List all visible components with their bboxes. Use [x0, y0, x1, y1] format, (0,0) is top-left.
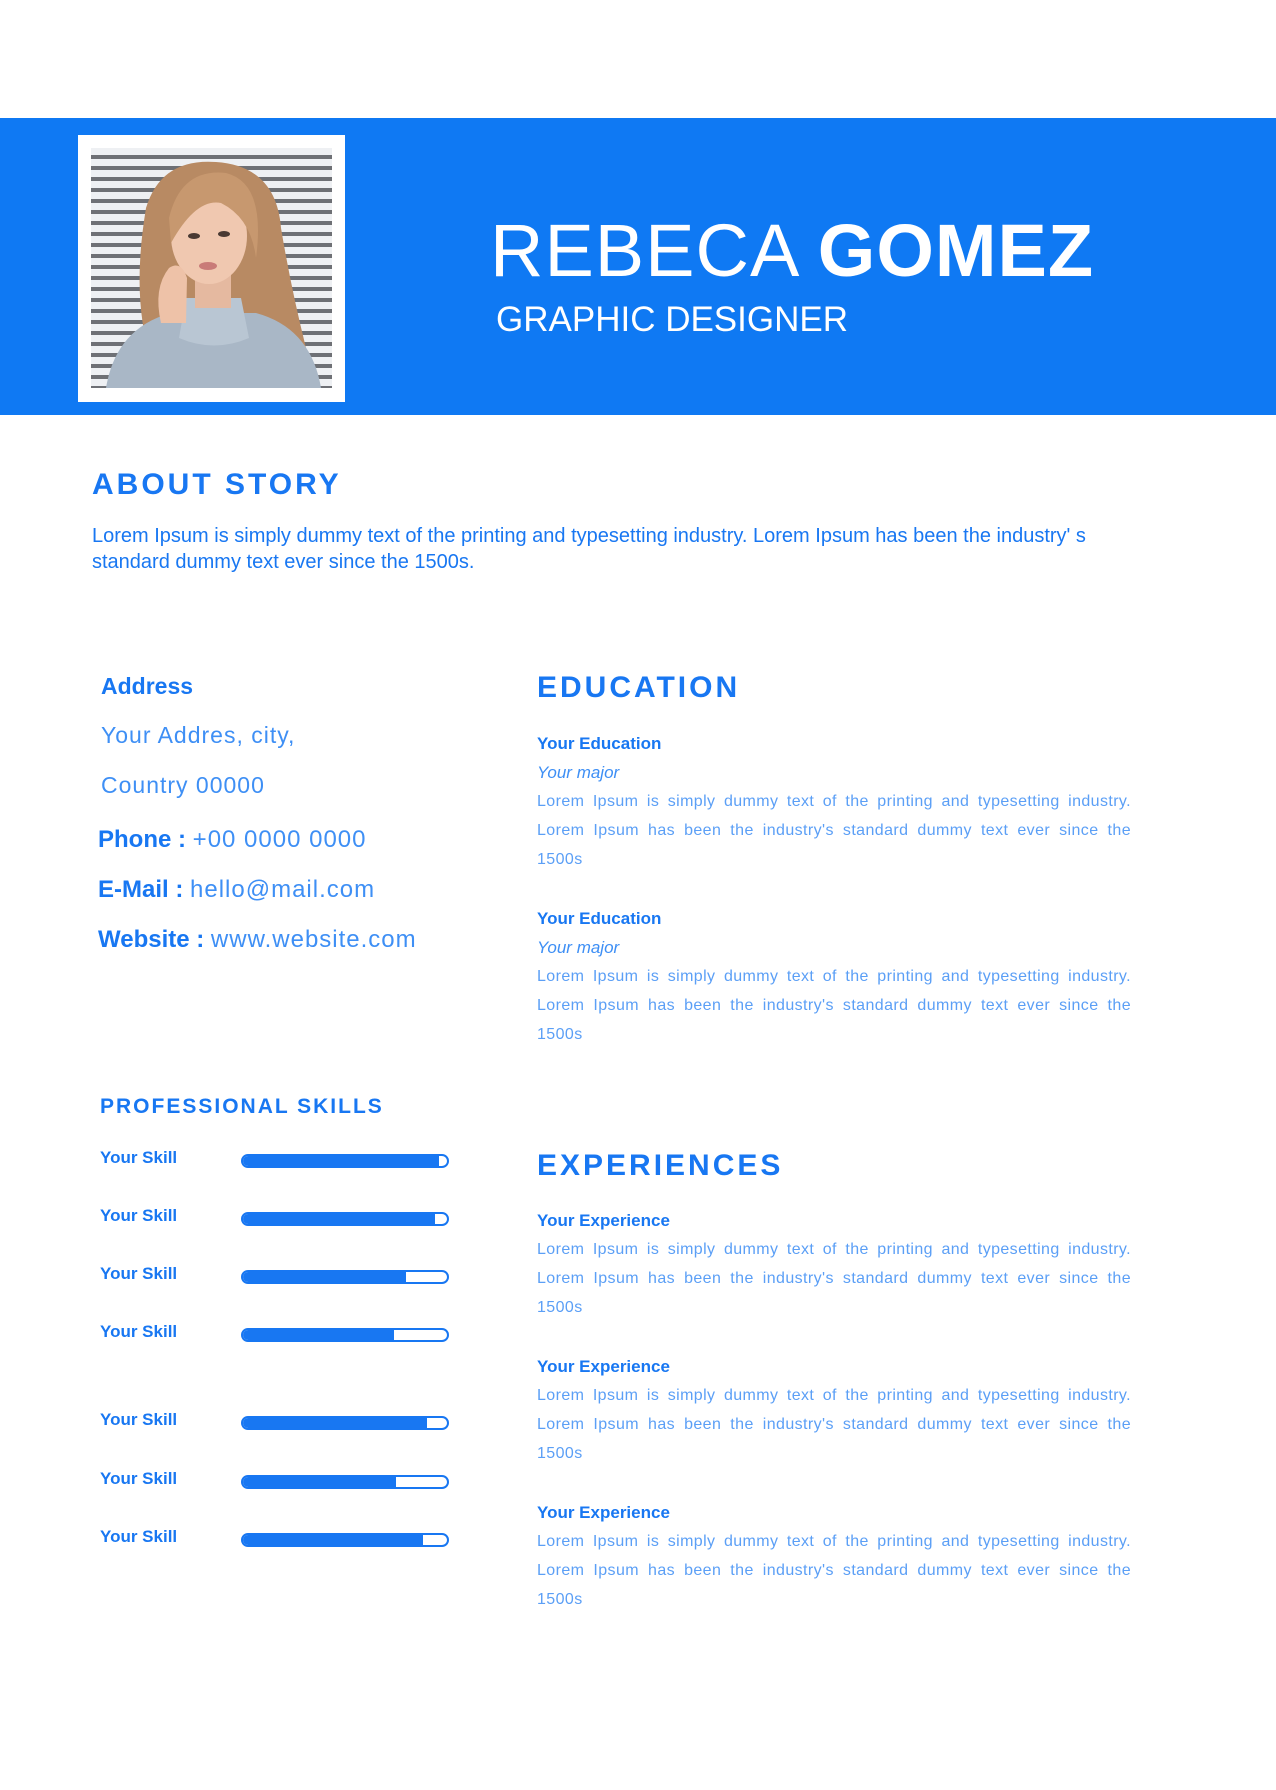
education-title: EDUCATION	[537, 671, 741, 704]
website-label: Website :	[98, 926, 205, 953]
job-title: GRAPHIC DESIGNER	[496, 300, 848, 339]
experience-title-text: Your Experience	[537, 1503, 670, 1522]
education-entry	[537, 733, 1131, 874]
about-title: ABOUT STORY	[92, 468, 342, 501]
about-text: Lorem Ipsum is simply dummy text of the printing and typesetting industry. Lorem Ipsum has been the industry' s standard dummy text ever since the 1500s.	[92, 525, 1086, 573]
experience-description: Lorem Ipsum is simply dummy text of the printing and typesetting industry. Lorem Ipsum has been the industry's standard dummy text ever since the 1500s	[537, 1241, 1131, 1316]
skill-bar-fill	[243, 1156, 439, 1166]
skills-title: PROFESSIONAL SKILLS	[100, 1095, 384, 1118]
education-description: Lorem Ipsum is simply dummy text of the printing and typesetting industry. Lorem Ipsum has been the industry's standard dummy text ever since the 1500s	[537, 968, 1131, 1043]
address-label: Address	[101, 673, 194, 699]
skill-row	[100, 1469, 450, 1493]
candidate-name	[490, 206, 1094, 296]
skill-bar	[241, 1154, 449, 1168]
skill-row	[100, 1322, 450, 1346]
education-entry	[537, 908, 1131, 1049]
education-title-text: Your Education	[537, 909, 662, 928]
skill-row	[100, 1264, 450, 1288]
address-line-1: Your Addres, city,	[101, 722, 296, 748]
skill-label: Your Skill	[100, 1410, 178, 1429]
skill-bar	[241, 1533, 449, 1547]
experience-entry	[537, 1210, 1131, 1322]
experience-description: Lorem Ipsum is simply dummy text of the printing and typesetting industry. Lorem Ipsum has been the industry's standard dummy text ever since the 1500s	[537, 1533, 1131, 1608]
profile-photo-frame	[78, 135, 345, 402]
phone-row	[98, 826, 367, 854]
first-name: REBECA	[490, 209, 797, 292]
address-line-2: Country 00000	[101, 772, 265, 798]
skill-bar	[241, 1212, 449, 1226]
experience-title-text: Your Experience	[537, 1211, 670, 1230]
skill-label: Your Skill	[100, 1527, 178, 1546]
website-value: www.website.com	[210, 926, 417, 953]
phone-value: +00 0000 0000	[192, 826, 367, 853]
skill-bar-fill	[243, 1272, 406, 1282]
email-row	[98, 876, 375, 904]
education-major: Your major	[537, 938, 620, 957]
experience-entry	[537, 1502, 1131, 1614]
skill-row	[100, 1148, 450, 1172]
skill-label: Your Skill	[100, 1264, 178, 1283]
skill-bar	[241, 1270, 449, 1284]
skill-label: Your Skill	[100, 1322, 178, 1341]
experience-entry	[537, 1356, 1131, 1468]
skill-label: Your Skill	[100, 1469, 178, 1488]
experiences-title: EXPERIENCES	[537, 1149, 784, 1182]
profile-photo	[91, 148, 332, 388]
skill-bar	[241, 1328, 449, 1342]
skill-label: Your Skill	[100, 1148, 178, 1167]
skill-bar-fill	[243, 1214, 435, 1224]
skill-bar-fill	[243, 1330, 394, 1340]
portrait-photo-icon	[91, 148, 332, 388]
skill-row	[100, 1527, 450, 1551]
skill-bar	[241, 1475, 449, 1489]
education-description: Lorem Ipsum is simply dummy text of the printing and typesetting industry. Lorem Ipsum has been the industry's standard dummy text ever since the 1500s	[537, 793, 1131, 868]
email-label: E-Mail :	[98, 876, 184, 903]
skill-row	[100, 1206, 450, 1230]
website-row	[98, 926, 417, 954]
phone-label: Phone :	[98, 826, 186, 853]
skill-row	[100, 1410, 450, 1434]
experience-description: Lorem Ipsum is simply dummy text of the printing and typesetting industry. Lorem Ipsum has been the industry's standard dummy text ever since the 1500s	[537, 1387, 1131, 1462]
skill-bar	[241, 1416, 449, 1430]
last-name: GOMEZ	[817, 209, 1095, 292]
skill-bar-fill	[243, 1535, 423, 1545]
skill-bar-fill	[243, 1418, 427, 1428]
skill-bar-fill	[243, 1477, 396, 1487]
email-value: hello@mail.com	[190, 876, 376, 903]
experience-title-text: Your Experience	[537, 1357, 670, 1376]
skill-label: Your Skill	[100, 1206, 178, 1225]
education-title-text: Your Education	[537, 734, 662, 753]
education-major: Your major	[537, 763, 620, 782]
